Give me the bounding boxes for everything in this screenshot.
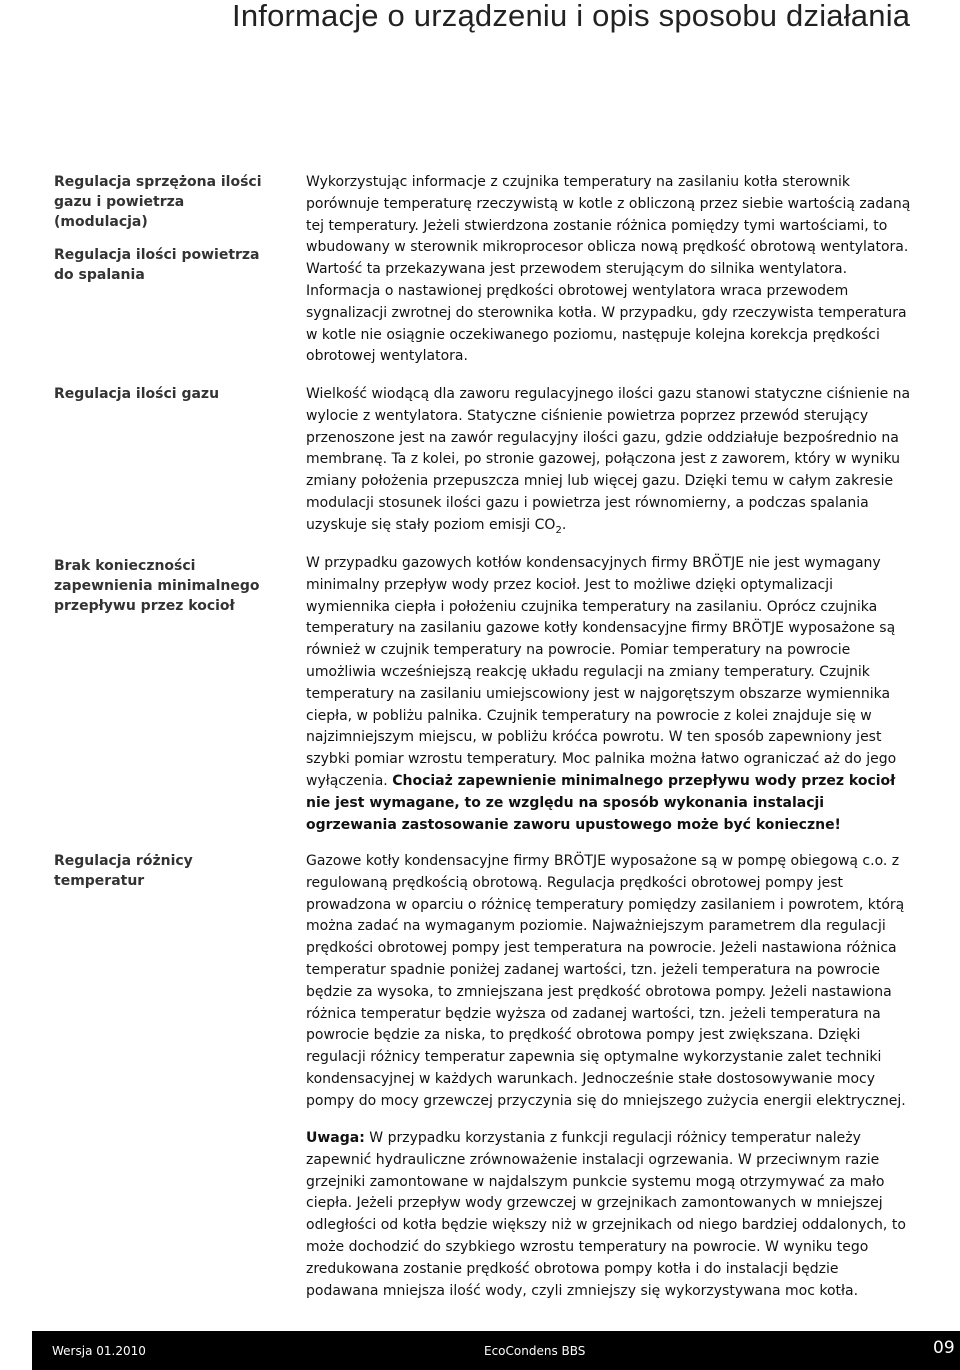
co2-subscript: 2 bbox=[555, 524, 562, 536]
section-1-labels bbox=[54, 172, 276, 298]
side-label-modulation: Regulacja sprzężona ilości gazu i powietrza (modulacja) bbox=[54, 174, 262, 230]
section-1-paragraph: Wykorzystując informacje z czujnika temperatury na zasilaniu kotła sterownik porównuje temperaturę rzeczywistą w kotle z obliczoną przez siebie wartością zadaną tej temperatury. Jeżeli stwierdzona zostanie różnica pomiędzy tymi wartościami, to wbudowany w sterownik mikroprocesor oblicza nową prędkość obrotową wentylatora. Wartość ta przekazywana jest przewodem sterującym do silnika wentylatora. Informacja o nastawionej prędkości obrotowej wentylatora wraca przewodem sygnalizacji zwrotnej do sterownika kotła. W przypadku, gdy rzeczywista temperatura w kotle nie osiągnie oczekiwanego poziomu, następuje kolejna korekcja prędkości obrotowej wentylatora. bbox=[306, 174, 911, 365]
note-label: Uwaga: bbox=[306, 1130, 365, 1146]
side-label-gas-regulation: Regulacja ilości gazu bbox=[54, 386, 220, 402]
side-label-air-regulation: Regulacja ilości powietrza do spalania bbox=[54, 247, 260, 283]
section-4-paragraph: Gazowe kotły kondensacyjne firmy BRÖTJE wyposażone są w pompę obiegową c.o. z regulowaną prędkością obrotową. Regulacja prędkości obrotowej pompy jest prowadzona w oparciu o różnicę temperatury pomiędzy zasilaniem i powrotem, którą można zadać na wymaganym poziomie. Najważniejszym parametrem dla regulacji prędkości obrotowej pompy jest temperatura na powrocie. Jeżeli nastawiona różnica temperatur spadnie poniżej zadanej wartości, tzn. jeżeli temperatura na powrocie będzie za wysoka, to zmniejszana jest prędkość obrotowa pompy. Jeżeli nastawiona różnica temperatur będzie wyższa od zadanej wartości, tzn. jeżeli temperatura na powrocie będzie za niska, to prędkość obrotowa pompy jest zwiększana. Dzięki regulacji różnicy temperatur zapewnia się optymalne wykorzystanie zalet techniki kondensacyjnej w każdych warunkach. Jednocześnie stałe dostosowywanie mocy pompy do mocy grzewczej przyczynia się do mniejszego zużycia energii elektrycznej. bbox=[306, 853, 906, 1109]
section-2-text: Wielkość wiodącą dla zaworu regulacyjnego ilości gazu stanowi statyczne ciśnienie na wylocie z wentylatora. Statyczne ciśnienie powietrza poprzez przewód sterujący przenoszone jest na zawór regulacyjny ilości gazu, gdzie oddziałuje bezpośrednio na membranę. Ta z kolei, po stronie gazowej, połączona jest z zaworem, który w wyniku zmiany położenia przepuszcza mniej lub więcej gazu. Dzięki temu w całym zakresie modulacji stosunek ilości gazu i powietrza jest równomierny, a podczas spalania uzyskuje się stały poziom emisji CO bbox=[306, 386, 911, 533]
footer-bar bbox=[32, 1331, 960, 1370]
section-4-labels bbox=[54, 851, 276, 904]
side-label-temperature-difference: Regulacja różnicy temperatur bbox=[54, 853, 193, 889]
note-text: W przypadku korzystania z funkcji regulacji różnicy temperatur należy zapewnić hydrauliczne zrównoważenie instalacji ogrzewania. W przeciwnym razie grzejniki zamontowane w najdalszym punkcie systemu mogą otrzymywać za mało ciepła. Jeżeli przepływ wody grzewczej w grzejnikach zamontowanych w mniejszej odległości od kotła będzie większy niż w grzejnikach od niego bardziej oddalonych, to może dochodzić do szybkiego wzrostu temperatury na powrocie. W wyniku tego zredukowana zostanie prędkość obrotowa pompy kotła i do instalacji będzie podawana mniejsza ilość wody, czyli zmniejszy się wykorzystywana moc kotła. bbox=[306, 1130, 906, 1299]
section-2-end: . bbox=[561, 516, 567, 533]
section-3-bold-warning: Chociaż zapewnienie minimalnego przepływu wody przez kocioł nie jest wymagane, to ze względu na sposób wykonania instalacji ogrzewania zastosowanie zaworu upustowego może być konieczne! bbox=[306, 772, 896, 833]
footer-product-name: EcoCondens BBS bbox=[484, 1344, 586, 1358]
section-3-text: W przypadku gazowych kotłów kondensacyjnych firmy BRÖTJE nie jest wymagany minimalny przepływ wody przez kocioł. Jest to możliwe dzięki optymalizacji wymiennika ciepła i położeniu czujnika temperatury na zasilaniu. Oprócz czujnika temperatury na zasilaniu gazowe kotły kondensacyjne firmy BRÖTJE wyposażone są również w czujnik temperatury na powrocie. Pomiar temperatury na powrocie umożliwia wcześniejszą reakcję układu regulacji na zmiany temperatury. Czujnik temperatury na zasilaniu umiejscowiony jest w najgorętszym obszarze wymiennika ciepła, w pobliżu palnika. Czujnik temperatury na powrocie z kolei znajduje się w najzimniejszym miejscu, w pobliżu króćca powrotu. W ten sposób zapewniony jest szybki pomiar wzrostu temperatury. Moc palnika można łatwo ograniczać aż do jego wyłączenia. bbox=[306, 555, 897, 789]
page-title: Informacje o urządzeniu i opis sposobu działania bbox=[232, 0, 911, 33]
section-2-labels bbox=[54, 384, 276, 417]
section-2-paragraph bbox=[306, 384, 912, 537]
side-label-min-flow: Brak konieczności zapewnienia minimalnego przepływu przez kocioł bbox=[54, 558, 260, 614]
section-3-labels bbox=[54, 556, 276, 629]
section-3-paragraph bbox=[306, 553, 912, 836]
section-4-note bbox=[306, 1128, 912, 1302]
footer-page-number: 09 bbox=[933, 1338, 955, 1358]
footer-version: Wersja 01.2010 bbox=[52, 1344, 146, 1358]
